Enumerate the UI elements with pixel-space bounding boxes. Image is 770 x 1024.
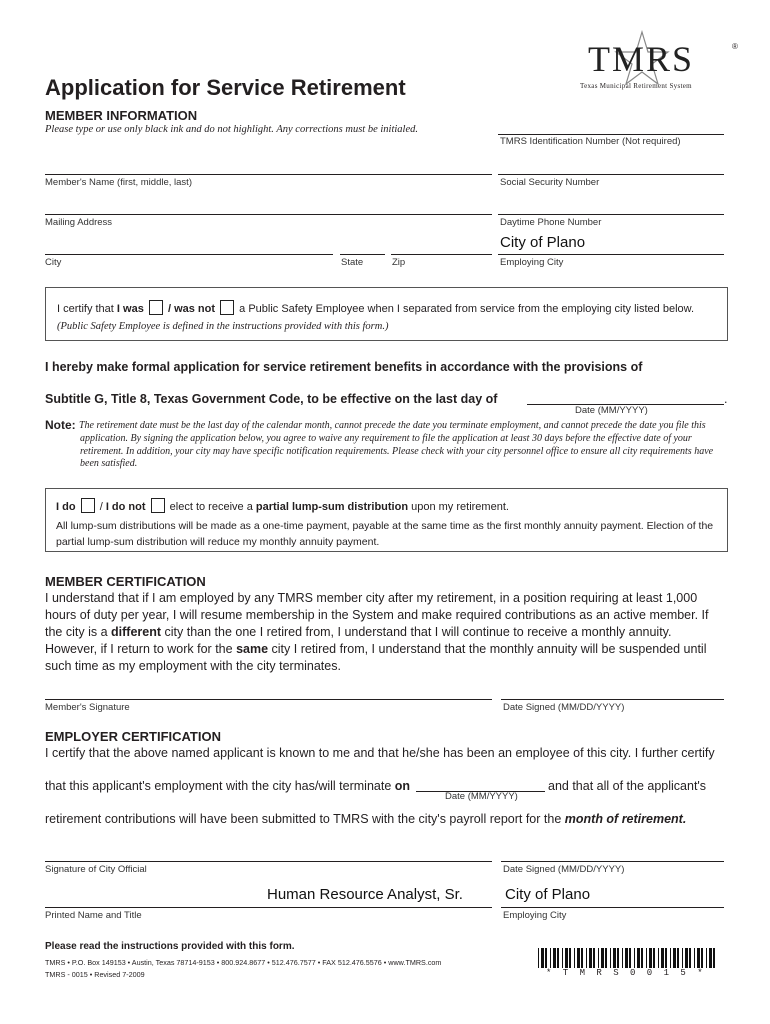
barcode-bar xyxy=(694,948,695,968)
employer-line-3-bold: month of retirement. xyxy=(564,812,687,826)
barcode-bar xyxy=(574,948,575,968)
mailing-address-label: Mailing Address xyxy=(45,217,113,228)
logo-text: TMRS xyxy=(588,39,695,79)
printed-name-field[interactable] xyxy=(45,907,492,908)
was-label: I was xyxy=(116,303,144,315)
barcode-bar xyxy=(701,948,703,968)
employer-line-2 xyxy=(45,779,410,793)
ssn-field[interactable] xyxy=(498,174,724,175)
barcode-bar xyxy=(661,948,664,968)
barcode-text: * T M R S 0 0 1 5 * xyxy=(546,968,706,978)
employing-city-value[interactable]: City of Plano xyxy=(500,234,586,251)
barcode-bar xyxy=(605,948,607,968)
member-cert-different: different xyxy=(111,625,162,639)
barcode-bar xyxy=(706,948,707,968)
lump-post: upon my retirement. xyxy=(411,501,509,513)
barcode-bar xyxy=(541,948,544,968)
barcode-bar xyxy=(577,948,580,968)
member-name-label: Member's Name (first, middle, last) xyxy=(45,177,192,188)
barcode-bar xyxy=(689,948,691,968)
phone-label: Daytime Phone Number xyxy=(500,217,602,228)
period: . xyxy=(724,392,728,406)
barcode-bar xyxy=(634,948,635,968)
barcode-bar xyxy=(682,948,683,968)
barcode-bar xyxy=(625,948,628,968)
barcode-icon xyxy=(538,948,718,968)
logo-tagline: Texas Municipal Retirement System xyxy=(580,82,692,90)
footer-form-id: TMRS - 0015 • Revised 7-2009 xyxy=(45,970,145,979)
mailing-address-field[interactable] xyxy=(45,214,492,215)
slash: / xyxy=(167,303,172,315)
city-field[interactable] xyxy=(45,254,333,255)
lump-sum-line xyxy=(56,498,509,513)
barcode-bar xyxy=(637,948,640,968)
application-line-1: I hereby make formal application for service retirement benefits in accordance with the provisions of xyxy=(45,360,643,374)
barcode-bar xyxy=(557,948,559,968)
barcode-bar xyxy=(610,948,611,968)
public-safety-pre: I certify that xyxy=(57,303,114,315)
barcode-bar xyxy=(617,948,619,968)
barcode-bar xyxy=(550,948,551,968)
barcode-bar xyxy=(565,948,568,968)
member-name-field[interactable] xyxy=(45,174,492,175)
barcode-bar xyxy=(673,948,676,968)
public-safety-note: (Public Safety Employee is defined in the instructions provided with this form.) xyxy=(57,321,389,332)
barcode-bar xyxy=(677,948,679,968)
barcode-bar xyxy=(613,948,616,968)
employer-line-2-post: and that all of the applicant's xyxy=(548,779,707,793)
tmrs-logo xyxy=(580,30,740,95)
official-signature-field[interactable] xyxy=(45,861,492,862)
barcode-bar xyxy=(641,948,643,968)
barcode-bar xyxy=(709,948,712,968)
employer-city-label: Employing City xyxy=(503,910,567,921)
member-info-heading: MEMBER INFORMATION xyxy=(45,108,198,123)
barcode-bar xyxy=(697,948,700,968)
barcode-bar xyxy=(713,948,715,968)
employing-city-field[interactable] xyxy=(498,254,724,255)
barcode-bar xyxy=(581,948,583,968)
member-cert-p3: city I retired from, I understand that the monthly annuity will be suspended until such time as my employment with the city terminates. xyxy=(45,642,707,673)
lump-bold: partial lump-sum distribution xyxy=(255,501,409,513)
phone-field[interactable] xyxy=(498,214,724,215)
barcode-bar xyxy=(593,948,595,968)
employer-line-1: I certify that the above named applicant is known to me and that he/she has been an employee of this city. I further certify xyxy=(45,746,715,760)
employing-city-label: Employing City xyxy=(500,257,564,268)
official-date-field[interactable] xyxy=(501,861,724,862)
public-safety-post: a Public Safety Employee when I separated from service from the employing city listed below. xyxy=(239,303,695,315)
barcode-bar xyxy=(629,948,631,968)
lump-pre: elect to receive a xyxy=(169,501,253,513)
employer-line-3-pre: retirement contributions will have been submitted to TMRS with the city's payroll report for the xyxy=(45,812,562,826)
barcode-bar xyxy=(649,948,652,968)
barcode-bar xyxy=(653,948,655,968)
barcode-bar xyxy=(622,948,623,968)
i-do-not-checkbox[interactable] xyxy=(151,498,165,513)
logo-reg: ® xyxy=(732,42,738,51)
state-label: State xyxy=(341,257,364,268)
effective-date-label: Date (MM/YYYY) xyxy=(575,405,648,416)
employer-line-2-pre: that this applicant's employment with the city has/will terminate xyxy=(45,779,392,793)
barcode-bar xyxy=(601,948,604,968)
lump-sum-box xyxy=(45,488,728,552)
footer-address: TMRS • P.O. Box 149153 • Austin, Texas 78714-9153 • 800.924.8677 • 512.476.7577 • FAX 512.476.5576 • www.TMRS.com xyxy=(45,958,442,967)
termination-date-label: Date (MM/YYYY) xyxy=(445,791,518,802)
i-do-not-label: I do not xyxy=(105,501,146,513)
barcode-bar xyxy=(658,948,659,968)
barcode-bar xyxy=(545,948,547,968)
tmrs-id-label: TMRS Identification Number (Not required) xyxy=(500,136,681,147)
application-line-2: Subtitle G, Title 8, Texas Government Code, to be effective on the last day of xyxy=(45,392,498,406)
page-title: Application for Service Retirement xyxy=(45,75,406,100)
barcode-bars xyxy=(538,948,718,968)
member-signature-field[interactable] xyxy=(45,699,492,700)
member-cert-p1: I understand that if I am employed by any TMRS member city after my retirement, in a position requiring at least 1,000 hours of duty per year, I will resume membership in the System and make required contributions as an active member. If the city is a xyxy=(45,591,709,639)
printed-name-label: Printed Name and Title xyxy=(45,910,142,921)
member-date-field[interactable] xyxy=(501,699,724,700)
official-date-label: Date Signed (MM/DD/YYYY) xyxy=(503,864,625,875)
zip-field[interactable] xyxy=(391,254,492,255)
barcode-bar xyxy=(685,948,688,968)
employer-on: on xyxy=(394,779,411,793)
printed-name-value[interactable]: Human Resource Analyst, Sr. xyxy=(267,886,463,903)
lump-sum-text: All lump-sum distributions will be made as a one-time payment, payable at the same time as the first monthly annuity payment. Election of the partial lump-sum distribution will reduce my monthly annuity payment. xyxy=(56,520,714,548)
barcode-bar xyxy=(586,948,587,968)
barcode-bar xyxy=(589,948,592,968)
city-label: City xyxy=(45,257,62,268)
ssn-label: Social Security Number xyxy=(500,177,600,188)
was-not-checkbox[interactable] xyxy=(220,300,234,315)
barcode-bar xyxy=(598,948,599,968)
public-safety-line xyxy=(57,300,694,315)
public-safety-box xyxy=(45,287,728,341)
member-cert-text xyxy=(45,590,727,675)
was-checkbox[interactable] xyxy=(149,300,163,315)
barcode-bar xyxy=(553,948,556,968)
employer-city-value[interactable]: City of Plano xyxy=(505,886,591,903)
i-do-label: I do xyxy=(56,501,76,513)
barcode-bar xyxy=(562,948,563,968)
note-text: The retirement date must be the last day of the calendar month, cannot precede the date you terminate employment, and cannot precede the date you file this application. By signing the application below, you agree to waive any requirement to file the application at least 30 days before the effective date of your retirement. In addition, your city may have specific notification requirements. Please check with your city personnel office to ensure all city requirements have been satisfied. xyxy=(79,420,714,470)
tmrs-id-line[interactable] xyxy=(498,134,724,135)
barcode-bar xyxy=(670,948,671,968)
member-cert-p2: city than the one I retired from, I understand that I will continue to receive a monthly annuity. However, if I return to work for the xyxy=(45,625,672,656)
instructions-text: Please type or use only black ink and do not highlight. Any corrections must be initialed. xyxy=(45,124,418,135)
member-cert-same: same xyxy=(236,642,269,656)
lump-slash: / xyxy=(99,501,103,513)
member-cert-heading: MEMBER CERTIFICATION xyxy=(45,574,206,589)
barcode-bar xyxy=(538,948,539,968)
i-do-checkbox[interactable] xyxy=(81,498,95,513)
employer-cert-heading: EMPLOYER CERTIFICATION xyxy=(45,729,221,744)
employer-city-field[interactable] xyxy=(501,907,724,908)
barcode-bar xyxy=(665,948,667,968)
zip-label: Zip xyxy=(392,257,406,268)
note-label: Note: xyxy=(45,418,76,432)
footer-read: Please read the instructions provided with this form. xyxy=(45,941,295,952)
employer-line-3 xyxy=(45,812,686,826)
state-field[interactable] xyxy=(340,254,385,255)
was-not-label: was not xyxy=(174,303,216,315)
member-date-label: Date Signed (MM/DD/YYYY) xyxy=(503,702,625,713)
barcode-bar xyxy=(646,948,647,968)
barcode-bar xyxy=(569,948,571,968)
member-signature-label: Member's Signature xyxy=(45,702,130,713)
official-signature-label: Signature of City Official xyxy=(45,864,147,875)
